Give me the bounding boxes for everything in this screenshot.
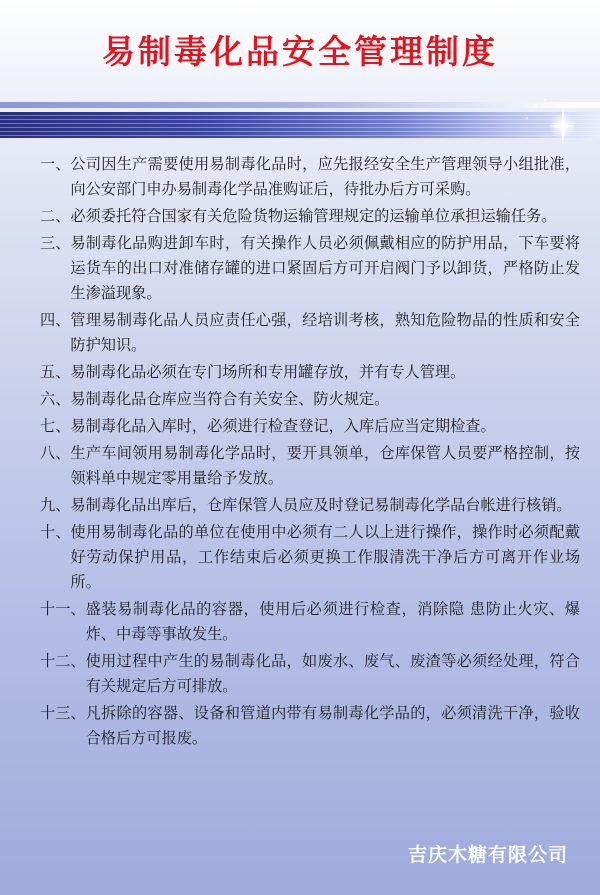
rule-text: 生产车间领用易制毒化学品时，要开具领单，仓库保管人员要严格控制，按领料单中规定零用量给予发放。: [70, 444, 580, 487]
rule-item: [40, 387, 580, 412]
rule-number: 二、: [40, 207, 71, 225]
rule-number: 五、: [40, 363, 71, 381]
rule-text: 必须委托符合国家有关危险货物运输管理规定的运输单位承担运输任务。: [70, 207, 557, 225]
rule-text: 易制毒化品仓库应当符合有关安全、防火规定。: [70, 390, 390, 408]
rules-list: [40, 152, 580, 753]
rule-text: 易制毒化品购进卸车时，有关操作人员必须佩戴相应的防护用品，下车要将运货车的出口对准储存罐的进口紧固后方可开启阀门予以卸货，严格防止发生渗溢现象。: [70, 234, 580, 302]
rule-number: 六、: [40, 390, 71, 408]
rule-text: 管理易制毒化品人员应责任心强，经培训考核，熟知危险物品的性质和安全防护知识。: [70, 311, 580, 354]
rule-item: [40, 231, 580, 306]
rule-text: 使用易制毒化品的单位在使用中必须有二人以上进行操作，操作时必须配戴好劳动保护用品，工作结束后必须更换工作服清洗干净后方可离开作业场所。: [70, 523, 580, 591]
rule-text: 易制毒化品出库后，仓库保管人员应及时登记易制毒化学品台帐进行核销。: [70, 496, 572, 514]
rule-text: 盛装易制毒化品的容器，使用后必须进行检查，消除隐 患防止火灾、爆炸、中毒等事故发生。: [85, 600, 580, 643]
rule-item: [40, 204, 580, 229]
rule-text: 易制毒化品入库时，必须进行检查登记，入库后应当定期检查。: [70, 417, 496, 435]
rule-text: 公司因生产需要使用易制毒化品时，应先报经安全生产管理领导小组批准，向公安部门申办易制毒化学品准购证后，待批办后方可采购。: [70, 155, 580, 198]
rule-text: 使用过程中产生的易制毒化品，如废水、废气、废渣等必须经处理，符合有关规定后方可排放。: [85, 652, 580, 695]
rule-number: 十三、: [40, 704, 86, 722]
rule-item: [40, 308, 580, 358]
rule-item: [40, 414, 580, 439]
rule-item: [40, 520, 580, 595]
rule-number: 十、: [40, 523, 71, 541]
page-title: 易制毒化品安全管理制度: [102, 32, 498, 71]
rule-number: 八、: [40, 444, 71, 462]
rule-item: [40, 493, 580, 518]
rule-text: 凡拆除的容器、设备和管道内带有易制毒化学品的，必须清洗干净，验收合格后方可报废。: [85, 704, 580, 747]
rule-item: [40, 597, 580, 647]
rule-number: 十一、: [40, 600, 86, 618]
rule-number: 九、: [40, 496, 71, 514]
rule-number: 七、: [40, 417, 71, 435]
rule-item: [40, 649, 580, 699]
rule-item: [40, 701, 580, 751]
rule-item: [40, 152, 580, 202]
rule-item: [40, 441, 580, 491]
rule-number: 四、: [40, 311, 71, 329]
rule-number: 三、: [40, 234, 71, 252]
rule-item: [40, 360, 580, 385]
rule-text: 易制毒化品必须在专门场所和专用罐存放，并有专人管理。: [70, 363, 466, 381]
rule-number: 十二、: [40, 652, 86, 670]
company-name: 吉庆木糖有限公司: [407, 844, 568, 866]
rule-number: 一、: [40, 155, 71, 173]
